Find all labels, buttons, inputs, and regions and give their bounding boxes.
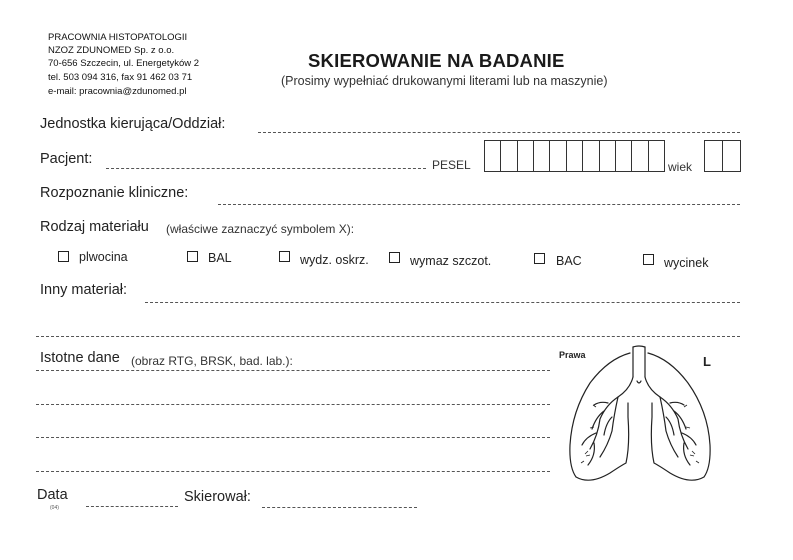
lung-left-label: L: [703, 354, 711, 369]
important-data-field-2[interactable]: [36, 404, 550, 405]
other-material-field-2[interactable]: [36, 336, 740, 337]
form-title: SKIEROWANIE NA BADANIE: [308, 50, 565, 71]
lung-right-label: Prawa: [559, 350, 586, 360]
unit-label: Jednostka kierująca/Oddział:: [40, 116, 226, 132]
pesel-digit-cell[interactable]: [533, 140, 550, 172]
pesel-digit-cell[interactable]: [582, 140, 599, 172]
lab-name: PRACOWNIA HISTOPATOLOGII: [48, 32, 188, 43]
material-label: Rodzaj materiału: [40, 219, 149, 235]
referrer-field[interactable]: [262, 507, 417, 508]
option-wydz-oskrz: wydz. oskrz.: [300, 253, 369, 267]
checkbox-wymaz-szczot[interactable]: [389, 252, 400, 263]
checkbox-plwocina[interactable]: [58, 251, 69, 262]
age-field[interactable]: [704, 140, 740, 172]
important-data-field-1[interactable]: [36, 370, 550, 371]
diagnosis-label: Rozpoznanie kliniczne:: [40, 185, 189, 201]
other-material-label: Inny materiał:: [40, 282, 128, 298]
checkbox-wycinek[interactable]: [643, 254, 654, 265]
pesel-digit-cell[interactable]: [517, 140, 534, 172]
pesel-digit-cell[interactable]: [615, 140, 632, 172]
date-label: Data: [37, 487, 68, 503]
option-bac: BAC: [556, 254, 582, 268]
checkbox-wydz-oskrz[interactable]: [279, 251, 290, 262]
option-plwocina: plwocina: [79, 250, 128, 264]
pesel-digit-cell[interactable]: [566, 140, 583, 172]
age-label: wiek: [668, 160, 693, 174]
lungs-diagram-icon[interactable]: [560, 345, 720, 495]
company-name: NZOZ ZDUNOMED Sp. z o.o.: [48, 45, 175, 56]
form-code: (04): [50, 505, 59, 511]
pesel-digit-cell[interactable]: [631, 140, 648, 172]
important-data-hint: (obraz RTG, BRSK, bad. lab.):: [131, 354, 293, 368]
diagnosis-field[interactable]: [218, 204, 740, 205]
pesel-digit-cell[interactable]: [648, 140, 665, 172]
option-bal: BAL: [208, 251, 232, 265]
referrer-label: Skierował:: [184, 489, 251, 505]
important-data-field-3[interactable]: [36, 437, 550, 438]
form-subtitle: (Prosimy wypełniać drukowanymi literami lub na maszynie): [281, 74, 608, 88]
checkbox-bal[interactable]: [187, 251, 198, 262]
pesel-digit-cell[interactable]: [500, 140, 517, 172]
company-phone: tel. 503 094 316, fax 91 462 03 71: [48, 72, 193, 83]
important-data-label: Istotne dane: [40, 350, 120, 366]
patient-label: Pacjent:: [40, 151, 93, 167]
pesel-digit-cell[interactable]: [484, 140, 501, 172]
important-data-field-4[interactable]: [36, 471, 550, 472]
unit-field[interactable]: [258, 132, 740, 133]
date-field[interactable]: [86, 506, 178, 507]
pesel-digit-cell[interactable]: [599, 140, 616, 172]
pesel-label: PESEL: [432, 158, 471, 172]
company-email: e-mail: pracownia@zdunomed.pl: [48, 86, 187, 97]
pesel-field[interactable]: [484, 140, 664, 172]
company-address: 70-656 Szczecin, ul. Energetyków 2: [48, 58, 200, 69]
age-digit-cell[interactable]: [704, 140, 723, 172]
age-digit-cell[interactable]: [722, 140, 741, 172]
pesel-digit-cell[interactable]: [549, 140, 566, 172]
option-wymaz-szczot: wymaz szczot.: [410, 254, 492, 268]
option-wycinek: wycinek: [664, 256, 709, 270]
material-hint: (właściwe zaznaczyć symbolem X):: [166, 222, 355, 236]
other-material-field-1[interactable]: [145, 302, 740, 303]
checkbox-bac[interactable]: [534, 253, 545, 264]
patient-field[interactable]: [106, 168, 426, 169]
